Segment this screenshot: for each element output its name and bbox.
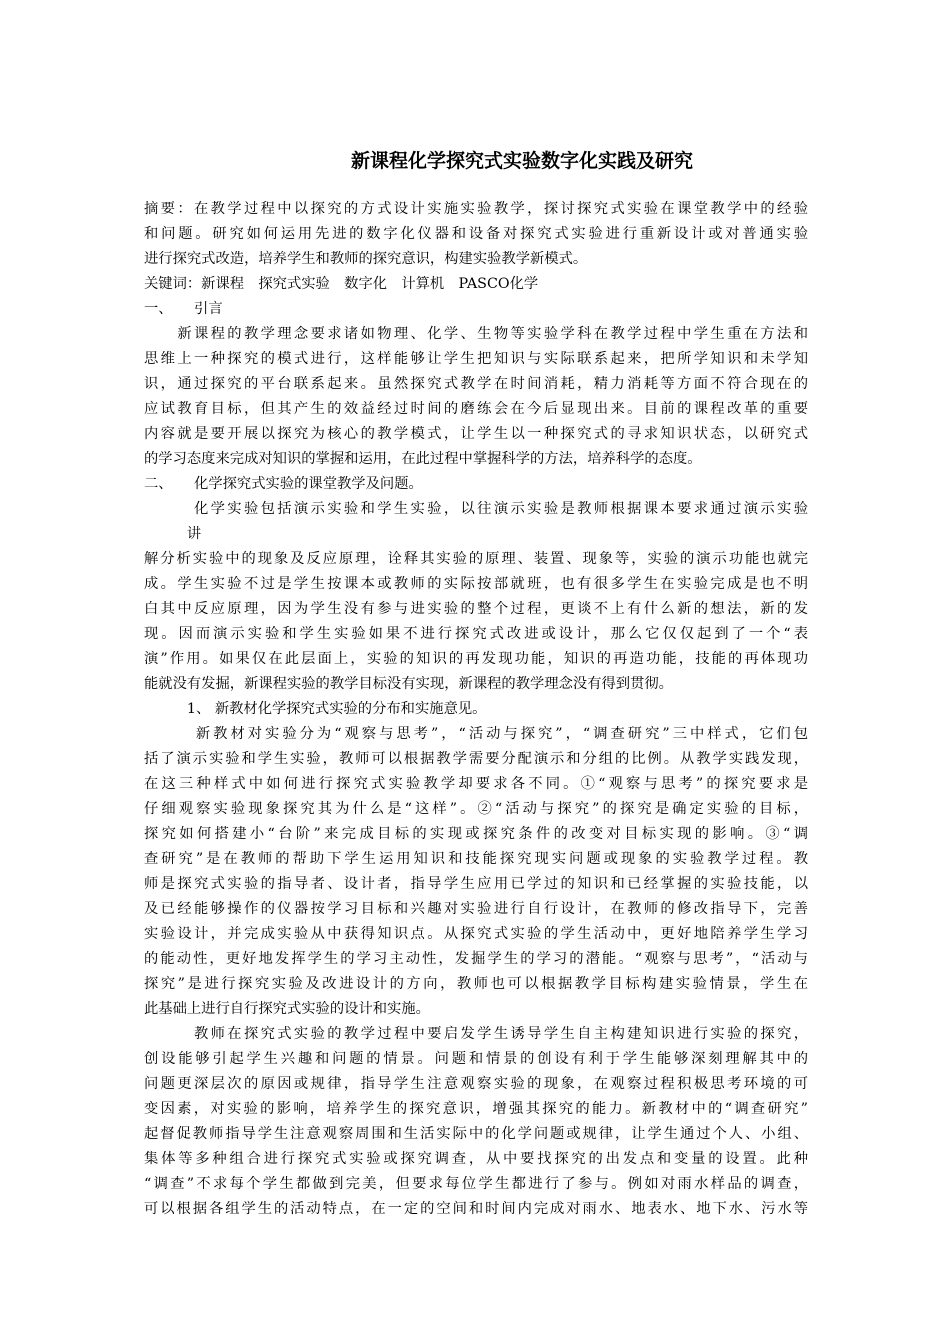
body-line-22: 创设能够引起学生兴趣和问题的情景。问题和情景的创设有利于学生能够深刻理解其中的 (144, 1051, 808, 1067)
body-line-10: 括了演示实验和学生实验，教师可以根据教学需要分配演示和分组的比例。从教学实践发现， (144, 751, 808, 767)
body-line-28: 可以根据各组学生的活动特点，在一定的空间和时间内完成对雨水、地表水、地下水、污水等 (144, 1201, 808, 1217)
body-line-17: 实验设计，并完成实验从中获得知识点。从探究式实验的学生活动中，更好地陪养学生学习 (144, 926, 808, 942)
intro-line-6: 的学习态度来完成对知识的掌握和运用，在此过程中掌握科学的方法，培养科学的态度。 (144, 451, 702, 467)
intro-line-5: 内容就是要开展以探究为核心的教学模式，让学生以一种探究式的寻求知识状态，以研究式 (144, 426, 808, 442)
body-line-9: 新教材对实验分为“观察与思考”，“活动与探究”，“调查研究”三中样式，它们包 (144, 726, 808, 742)
section-heading-intro: 一、 引言 (144, 301, 223, 317)
subsection-heading-1: 1、 新教材化学探究式实验的分布和实施意见。 (144, 701, 487, 717)
body-line-11: 在这三种样式中如何进行探究式实验教学却要求各不同。①“观察与思考”的探究要求是 (144, 776, 808, 792)
body-line-15: 师是探究式实验的指导者、设计者，指导学生应用已学过的知识和已经掌握的实验技能，以 (144, 876, 808, 892)
body-line-7: 演”作用。如果仅在此层面上，实验的知识的再发现功能，知识的再造功能，技能的再体现功 (144, 651, 808, 667)
body-line-27: “调查”不求每个学生都做到完美，但要求每位学生都进行了参与。例如对雨水样品的调查， (144, 1176, 808, 1192)
body-line-12: 仔细观察实验现象探究其为什么是“这样”。②“活动与探究”的探究是确定实验的目标， (144, 801, 808, 817)
body-line-23: 问题更深层次的原因或规律，指导学生注意观察实验的现象，在观察过程积极思考环境的可 (144, 1076, 808, 1092)
body-line-25: 起督促教师指导学生注意观察周围和生活实际中的化学问题或规律，让学生通过个人、小组、 (144, 1126, 808, 1142)
body-line-19: 探究”是进行探究实验及改进设计的方向，教师也可以根据教学目标构建实验情景，学生在 (144, 976, 808, 992)
abstract-line-3: 进行探究式改造，培养学生和教师的探究意识，构建实验教学新模式。 (144, 251, 588, 267)
intro-line-1: 新课程的教学理念要求诸如物理、化学、生物等实验学科在教学过程中学生重在方法和 (144, 326, 808, 342)
body-line-5: 白其中反应原理，因为学生没有参与进实验的整个过程，更谈不上有什么新的想法，新的发 (144, 601, 808, 617)
intro-line-3: 识，通过探究的平台联系起来。虽然探究式教学在时间消耗，精力消耗等方面不符合现在的 (144, 376, 808, 392)
body-line-26: 集体等多种组合进行探究式实验或探究调查，从中要找探究的出发点和变量的设置。此种 (144, 1151, 808, 1167)
body-line-21: 教师在探究式实验的教学过程中要启发学生诱导学生自主构建知识进行实验的探究， (144, 1026, 808, 1042)
body-line-3: 解分析实验中的现象及反应原理，诠释其实验的原理、装置、现象等，实验的演示功能也就完 (144, 551, 808, 567)
body-line-6: 现。因而演示实验和学生实验如果不进行探究式改进或设计，那么它仅仅起到了一个“表 (144, 626, 808, 642)
page-title: 新课程化学探究式实验数字化实践及研究 (350, 150, 693, 172)
body-line-1: 化学实验包括演示实验和学生实验，以往演示实验是教师根据课本要求通过演示实验 (144, 501, 808, 517)
body-line-8: 能就没有发掘，新课程实验的教学目标没有实现，新课程的教学理念没有得到贯彻。 (144, 676, 673, 692)
body-line-18: 的能动性，更好地发挥学生的学习主动性，发掘学生的学习的潜能。“观察与思考”，“活动与 (144, 951, 808, 967)
body-line-2: 讲 (144, 526, 202, 542)
body-line-20: 此基础上进行自行探究式实验的设计和实施。 (144, 1001, 430, 1017)
intro-line-4: 应试教育目标，但其产生的效益经过时间的磨练会在今后显现出来。目前的课程改革的重要 (144, 401, 808, 417)
keywords-line: 关键词：新课程 探究式实验 数字化 计算机 PASCO化学 (144, 276, 539, 292)
intro-line-2: 思维上一种探究的模式进行，这样能够让学生把知识与实际联系起来，把所学知识和未学知 (144, 351, 808, 367)
body-line-16: 及已经能够操作的仪器按学习目标和兴趣对实验进行自行设计，在教师的修改指导下，完善 (144, 901, 808, 917)
abstract-line-1: 摘要：在教学过程中以探究的方式设计实施实验教学，探讨探究式实验在课堂教学中的经验 (144, 201, 808, 217)
body-line-4: 成。学生实验不过是学生按课本或教师的实际按部就班，也有很多学生在实验完成是也不明 (144, 576, 808, 592)
section-heading-2: 二、 化学探究式实验的课堂教学及问题。 (144, 476, 423, 492)
body-line-14: 查研究”是在教师的帮助下学生运用知识和技能探究现实问题或现象的实验教学过程。教 (144, 851, 808, 867)
body-line-13: 探究如何搭建小“台阶”来完成目标的实现或探究条件的改变对目标实现的影响。③“调 (144, 826, 808, 842)
abstract-line-2: 和问题。研究如何运用先进的数字化仪器和设备对探究式实验进行重新设计或对普通实验 (144, 226, 808, 242)
body-line-24: 变因素，对实验的影响，培养学生的探究意识，增强其探究的能力。新教材中的“调查研究” (144, 1101, 808, 1117)
